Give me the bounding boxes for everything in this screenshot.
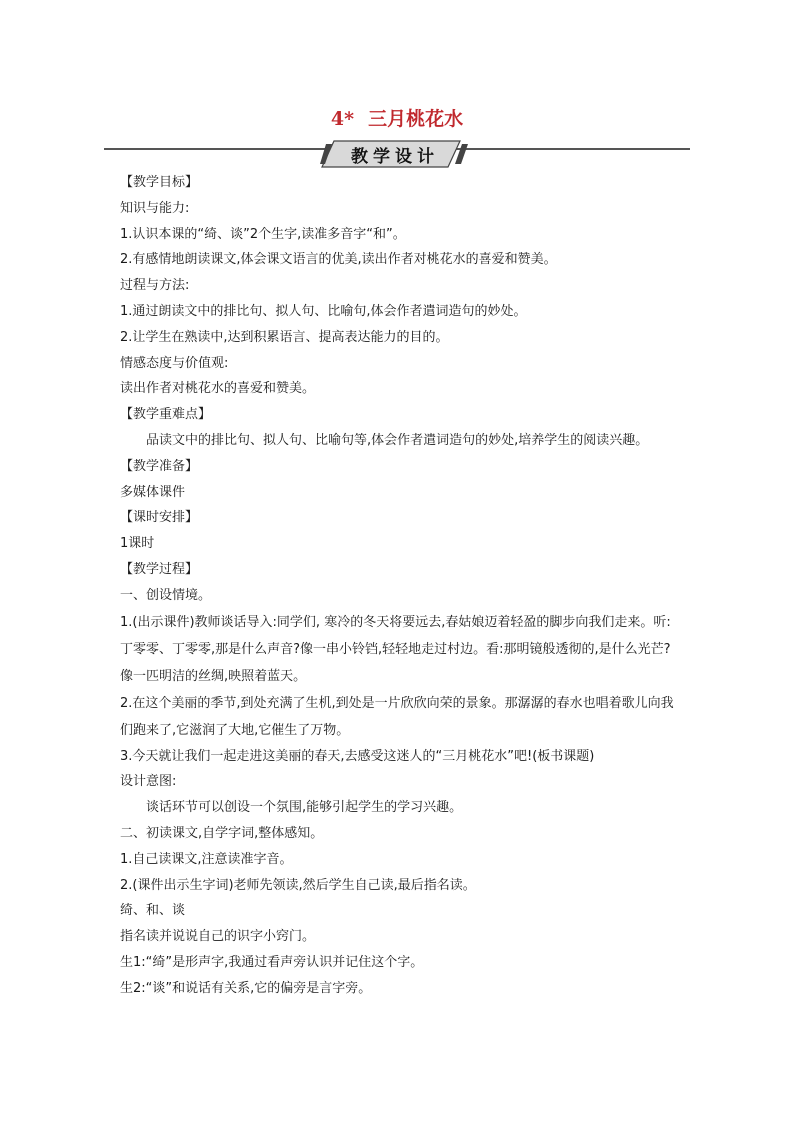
paragraph: 2.在这个美丽的季节,到处充满了生机,到处是一片欣欣向荣的景象。那潺潺的春水也唱着歌儿向我们跑来了,它滋润了大地,它催生了万物。: [120, 695, 674, 738]
section-heading: 二、初读课文,自学字词,整体感知。: [120, 825, 324, 841]
lesson-title: [0, 104, 794, 131]
paragraph: 多媒体课件: [120, 484, 186, 500]
heading-preparation: 【教学准备】: [120, 458, 199, 474]
subheading-process: 过程与方法:: [120, 278, 190, 294]
section-heading: 一、创设情境。: [120, 587, 212, 603]
section-banner: [104, 140, 690, 170]
paragraph: 1.通过朗读文中的排比句、拟人句、比喻句,体会作者遣词造句的妙处。: [120, 303, 527, 319]
paragraph: 生2:“谈”和说话有关系,它的偏旁是言字旁。: [120, 980, 372, 996]
paragraph: 1.自己读课文,注意读准字音。: [120, 851, 293, 867]
lesson-title-text: 三月桃花水: [368, 108, 464, 130]
paragraph: 谈话环节可以创设一个氛围,能够引起学生的学习兴趣。: [146, 800, 463, 816]
paragraph: 1课时: [120, 536, 155, 552]
subheading-design-intent: 设计意图:: [120, 774, 177, 790]
paragraph: 2.让学生在熟读中,达到积累语言、提高表达能力的目的。: [120, 329, 449, 345]
paragraph: 品读文中的排比句、拟人句、比喻句等,体会作者遣词造句的妙处,培养学生的阅读兴趣。: [146, 432, 649, 448]
banner-label: 教学设计: [351, 147, 439, 167]
lesson-number: 4*: [330, 108, 355, 130]
paragraph: 生1:“绮”是形声字,我通过看声旁认识并记住这个字。: [120, 954, 424, 970]
paragraph: 绮、和、谈: [120, 903, 186, 919]
heading-schedule: 【课时安排】: [120, 510, 199, 526]
paragraph: 1.(出示课件)教师谈话导入:同学们, 寒冷的冬天将要远去,春姑娘迈着轻盈的脚步向我们走来。听:丁零零、丁零零,那是什么声音?像一串小铃铛,轻轻地走过村边。看:那明镜般透彻的,是什么光芒?像一匹明洁的丝绸,映照着蓝天。: [120, 614, 671, 684]
paragraph: 3.今天就让我们一起走进这美丽的春天,去感受这迷人的“三月桃花水”吧!(板书课题): [120, 748, 595, 764]
paragraph: 2.(课件出示生字词)老师先领读,然后学生自己读,最后指名读。: [120, 877, 476, 893]
banner-tag: [320, 140, 470, 168]
heading-key-points: 【教学重难点】: [120, 407, 212, 423]
paragraph: 读出作者对桃花水的喜爱和赞美。: [120, 381, 316, 397]
paragraph: 1.认识本课的“绮、谈”2个生字,读准多音字“和”。: [120, 226, 406, 242]
heading-process: 【教学过程】: [120, 561, 199, 577]
document-body: [120, 170, 680, 1002]
paragraph: 2.有感情地朗读课文,体会课文语言的优美,读出作者对桃花水的喜爱和赞美。: [120, 252, 557, 268]
subheading-knowledge: 知识与能力:: [120, 200, 190, 216]
subheading-attitude: 情感态度与价值观:: [120, 355, 229, 371]
heading-objectives: 【教学目标】: [120, 175, 199, 190]
paragraph: 指名读并说说自己的识字小窍门。: [120, 929, 316, 945]
